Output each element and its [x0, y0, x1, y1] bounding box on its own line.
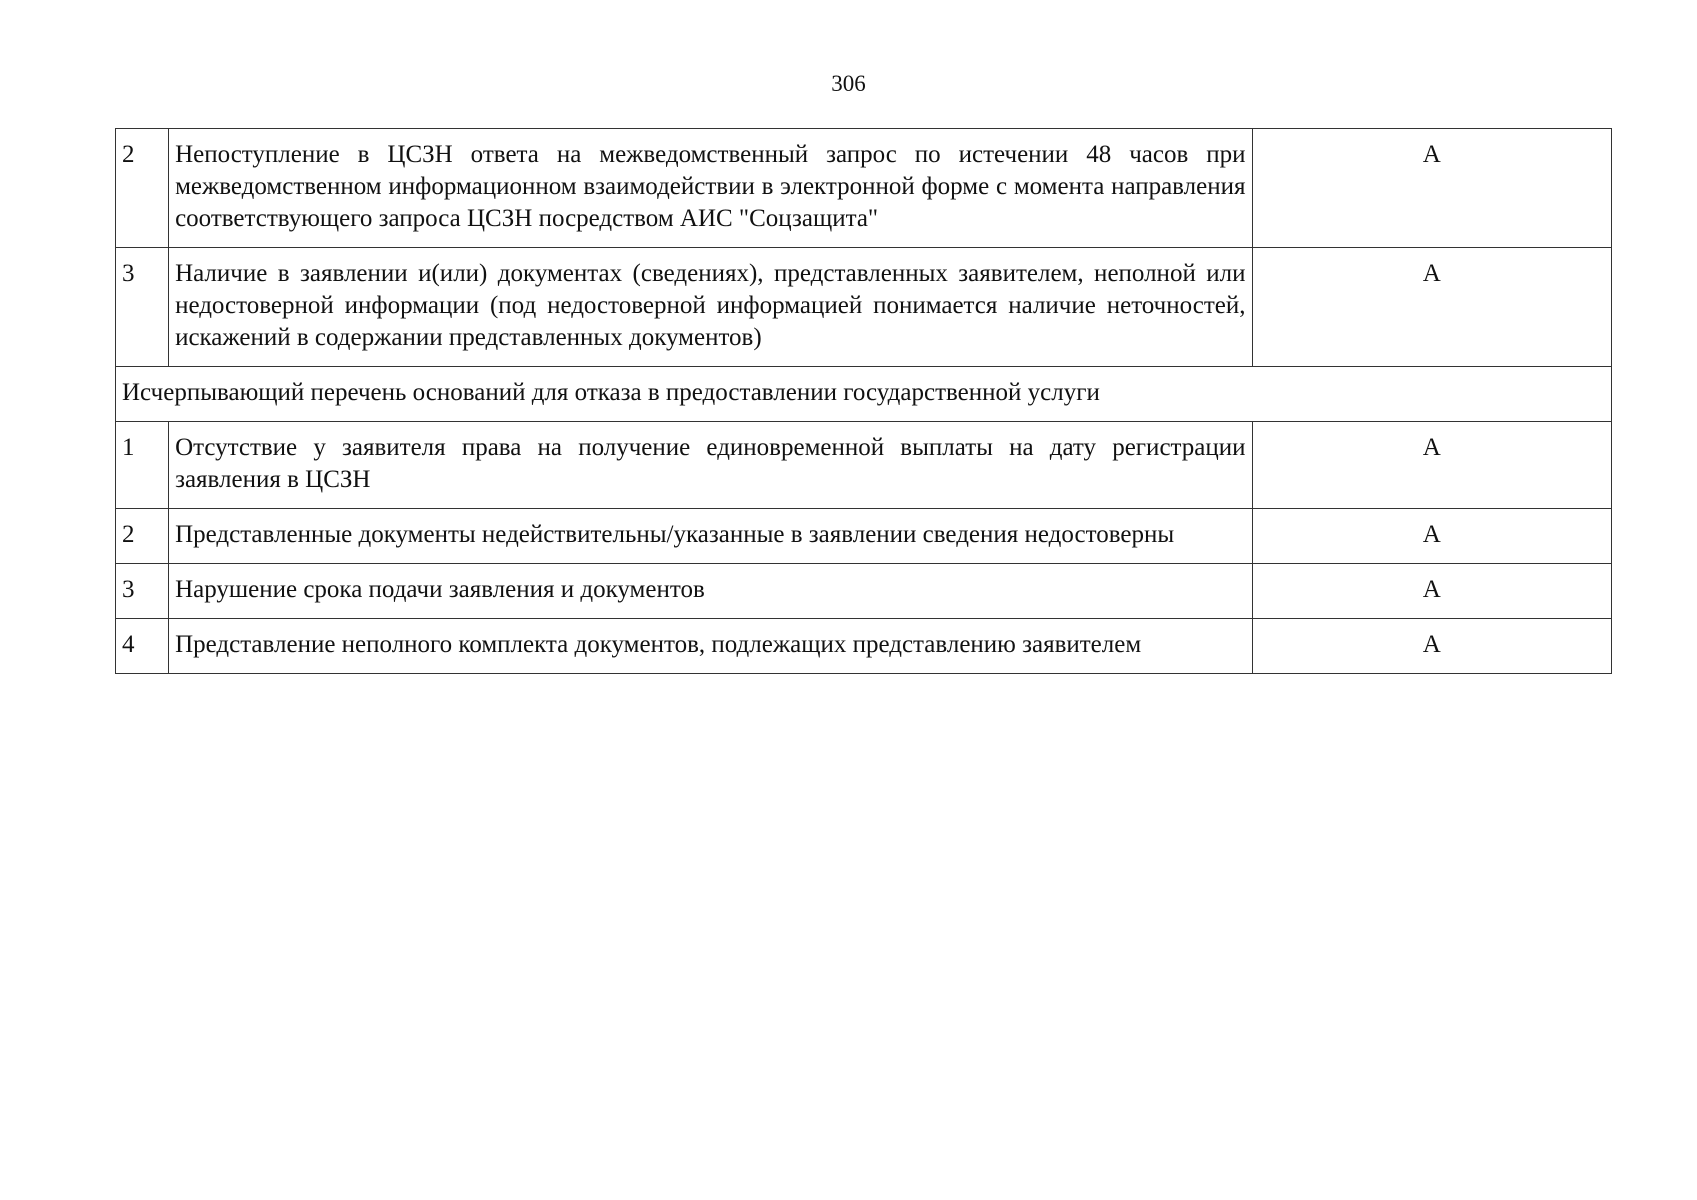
row-code: А — [1252, 619, 1612, 674]
table-row — [116, 619, 1612, 674]
grounds-table — [115, 128, 1612, 674]
table-row — [116, 248, 1612, 367]
row-text: Отсутствие у заявителя права на получение единовременной выплаты на дату регистрации заявления в ЦСЗН — [169, 422, 1252, 509]
table-row — [116, 509, 1612, 564]
row-code: А — [1252, 422, 1612, 509]
row-text: Представленные документы недействительны/указанные в заявлении сведения недостоверны — [169, 509, 1252, 564]
table-row — [116, 564, 1612, 619]
row-code: А — [1252, 509, 1612, 564]
row-number: 2 — [116, 509, 169, 564]
table-row — [116, 129, 1612, 248]
row-number: 3 — [116, 248, 169, 367]
section-heading: Исчерпывающий перечень оснований для отказа в предоставлении государственной услуги — [116, 367, 1612, 422]
row-text: Представление неполного комплекта документов, подлежащих представлению заявителем — [169, 619, 1252, 674]
row-number: 2 — [116, 129, 169, 248]
table-row — [116, 422, 1612, 509]
row-number: 3 — [116, 564, 169, 619]
section-heading-row — [116, 367, 1612, 422]
row-number: 4 — [116, 619, 169, 674]
page-number: 306 — [831, 71, 866, 96]
row-text: Непоступление в ЦСЗН ответа на межведомственный запрос по истечении 48 часов при межведомственном информационном взаимодействии в электронной форме с момента направления соответствующего запроса ЦСЗН посредством АИС "Соцзащита" — [169, 129, 1252, 248]
row-number: 1 — [116, 422, 169, 509]
row-code: А — [1252, 564, 1612, 619]
row-text: Нарушение срока подачи заявления и документов — [169, 564, 1252, 619]
row-text: Наличие в заявлении и(или) документах (сведениях), представленных заявителем, неполной или недостоверной информации (под недостоверной информацией понимается наличие неточностей, искажений в содержании представленных документов) — [169, 248, 1252, 367]
row-code: А — [1252, 248, 1612, 367]
row-code: А — [1252, 129, 1612, 248]
